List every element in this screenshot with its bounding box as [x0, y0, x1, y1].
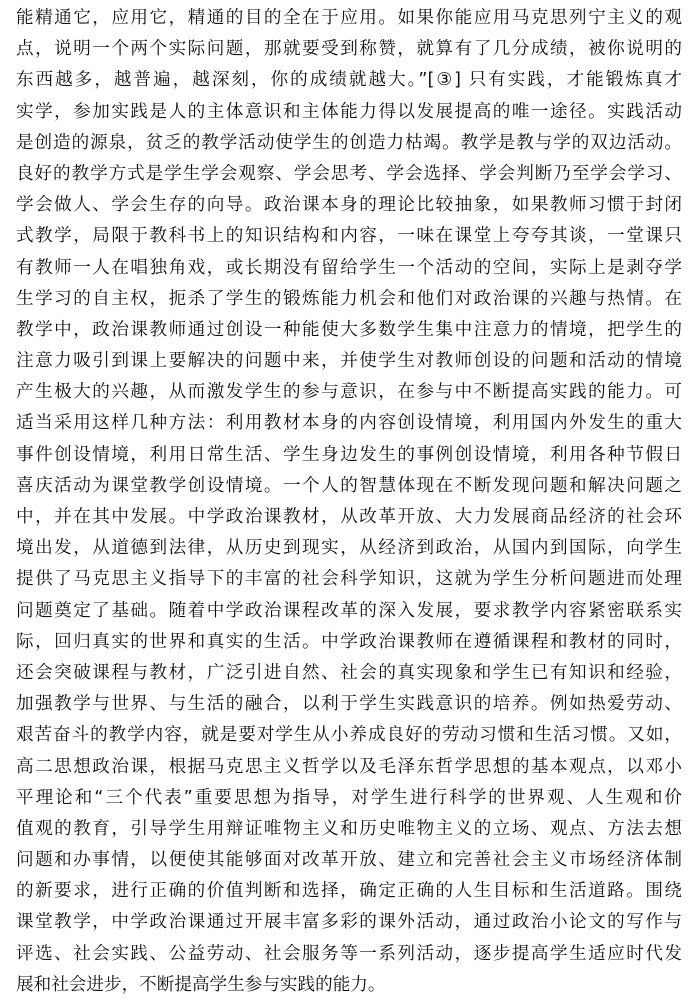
text-line: 展和社会进步，不断提高学生参与实践的能力。: [16, 974, 386, 995]
text-line: 是创造的源泉，贫乏的教学活动使学生的创造力枯竭。教学是教与学的双边活动。: [16, 132, 682, 153]
text-line: 式教学，局限于教科书上的知识结构和内容，一味在课堂上夸夸其谈，一堂课只: [16, 226, 682, 247]
text-line: 实学，参加实践是人的主体意识和主体能力得以发展提高的唯一途径。实践活动: [16, 101, 682, 122]
text-line: 学会做人、学会生存的向导。政治课本身的理论比较抽象，如果教师习惯于封闭: [16, 195, 682, 216]
text-line: 际，回归真实的世界和真实的生活。中学政治课教师在遵循课程和教材的同时，: [16, 631, 682, 652]
body-paragraph: [16, 3, 682, 1001]
text-line: 东西越多，越普遍，越深刻，你的成绩就越大。”[③] 只有实践，才能锻炼真才: [16, 70, 682, 91]
text-line: 注意力吸引到课上要解决的问题中来，并使学生对教师创设的问题和活动的情境: [16, 351, 682, 372]
text-line: 高二思想政治课，根据马克思主义哲学以及毛泽东哲学思想的基本观点，以邓小: [16, 756, 682, 777]
text-line: 平理论和“三个代表”重要思想为指导，对学生进行科学的世界观、人生观和价: [16, 787, 682, 808]
text-line: 有教师一人在唱独角戏，或长期没有留给学生一个活动的空间，实际上是剥夺学: [16, 257, 682, 278]
text-line: 问题奠定了基础。随着中学政治课程改革的深入发展，要求教学内容紧密联系实: [16, 600, 682, 621]
text-line: 中，并在其中发展。中学政治课教材，从改革开放、大力发展商品经济的社会环: [16, 507, 682, 527]
text-line: 能精通它，应用它，精通的目的全在于应用。如果你能应用马克思列宁主义的观: [16, 8, 682, 28]
text-line: 提供了马克思主义指导下的丰富的社会科学知识，这就为学生分析问题进而处理: [16, 569, 682, 590]
text-line: 问题和办事情，以便使其能够面对改革开放、建立和完善社会主义市场经济体制: [16, 850, 682, 871]
text-line: 生学习的自主权，扼杀了学生的锻炼能力机会和他们对政治课的兴趣与热情。在: [16, 288, 682, 309]
text-line: 适当采用这样几种方法：利用教材本身的内容创设情境，利用国内外发生的重大: [16, 413, 682, 434]
text-line: 境出发，从道德到法律，从历史到现实，从经济到政治，从国内到国际，向学生: [16, 538, 682, 559]
text-line: 值观的教育，引导学生用辩证唯物主义和历史唯物主义的立场、观点、方法去想: [16, 818, 682, 839]
text-line: 产生极大的兴趣，从而激发学生的参与意识，在参与中不断提高实践的能力。可: [16, 382, 682, 403]
text-line: 还会突破课程与教材，广泛引进自然、社会的真实现象和学生已有知识和经验，: [16, 662, 682, 683]
text-line: 喜庆活动为课堂教学创设情境。一个人的智慧体现在不断发现问题和解决问题之: [16, 475, 682, 496]
text-line: 课堂教学，中学政治课通过开展丰富多彩的课外活动，通过政治小论文的写作与: [16, 912, 682, 933]
text-line: 加强教学与世界、与生活的融合，以利于学生实践意识的培养。例如热爱劳动、: [16, 694, 682, 715]
text-line: 良好的教学方式是学生学会观察、学会思考、学会选择、学会判断乃至学会学习、: [16, 163, 682, 184]
text-line: 点，说明一个两个实际问题，那就要受到称赞，就算有了几分成绩，被你说明的: [16, 39, 682, 60]
text-line: 教学中，政治课教师通过创设一种能使大多数学生集中注意力的情境，把学生的: [16, 319, 682, 340]
text-line: 的新要求，进行正确的价值判断和选择，确定正确的人生目标和生活道路。围绕: [16, 881, 682, 902]
text-line: 艰苦奋斗的教学内容，就是要对学生从小养成良好的劳动习惯和生活习惯。又如，: [16, 725, 682, 746]
text-line: 评选、社会实践、公益劳动、社会服务等一系列活动，逐步提高学生适应时代发: [16, 943, 682, 964]
text-line: 事件创设情境，利用日常生活、学生身边发生的事例创设情境，利用各种节假日: [16, 444, 682, 465]
